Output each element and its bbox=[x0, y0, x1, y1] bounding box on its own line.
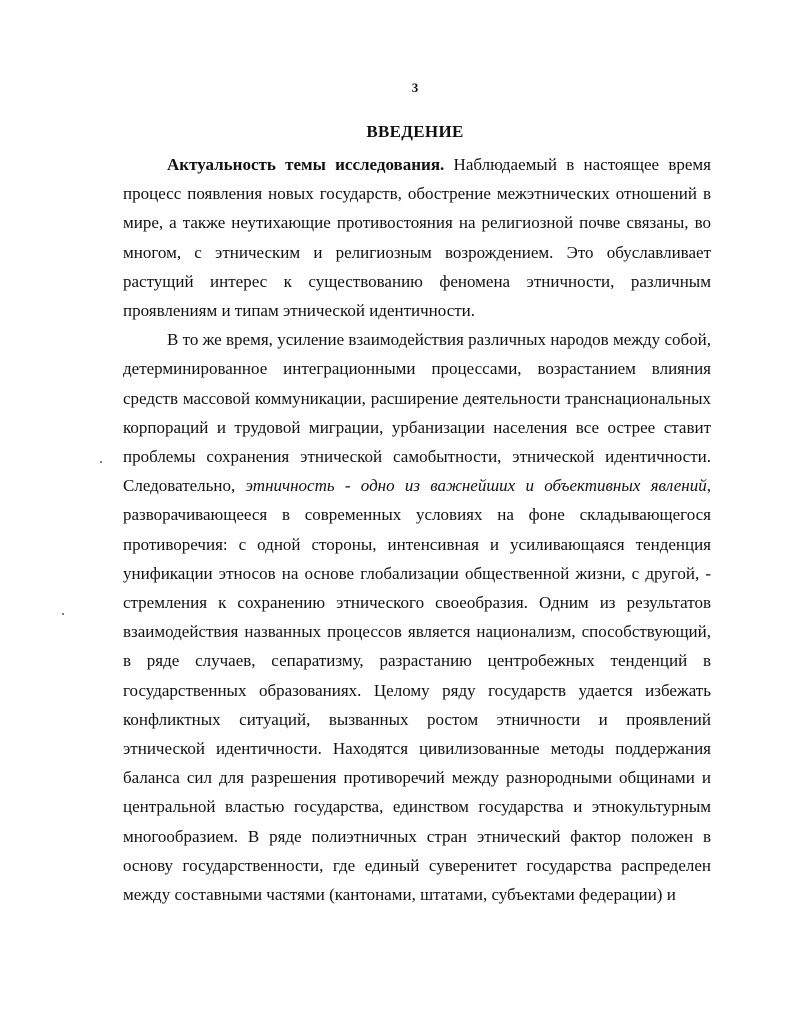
paragraph-italic-phrase: этничность - одно из важнейших и объективных явлений bbox=[245, 476, 707, 496]
section-heading: ВВЕДЕНИЕ bbox=[366, 122, 464, 141]
paragraph-lead: Актуальность темы исследования. bbox=[167, 155, 445, 174]
page-number: 3 bbox=[411, 80, 419, 95]
scan-speck bbox=[62, 613, 64, 615]
paragraph-text: Наблюдаемый в настоящее время процесс появления новых государств, обострение межэтнических отношений в мире, а также неутихающие противостояния на религиозной почве связаны, во многом, с этническим и религиозным возрождением. Это обуславливает растущий интерес к существованию феномена этничности, различным проявлениям и типам этнической идентичности. bbox=[123, 155, 711, 321]
body-text bbox=[123, 150, 711, 909]
paragraph-text-before: В то же время, усиление взаимодействия различных народов между собой, детерминированное интеграционными процессами, возрастанием влияния средств массовой коммуникации, расширение деятельности транснациональных корпораций и трудовой миграции, урбанизации населения все острее ставит проблемы сохранения этнической самобытности, этнической идентичности. Следовательно, bbox=[123, 330, 711, 496]
paragraph-text-after: , разворачивающееся в современных условиях на фоне складывающегося противоречия: с одной стороны, интенсивная и усиливающаяся тенденция унификации этносов на основе глобализации общественной жизни, с другой, - стремления к сохранению этнического своеобразия. Одним из результатов взаимодействия названных процессов является национализм, способствующий, в ряде случаев, сепаратизму, разрастанию центробежных тенденций в государственных образованиях. Целому ряду государств удается избежать конфликтных ситуаций, вызванных ростом этничности и проявлений этнической идентичности. Находятся цивилизованные методы поддержания баланса сил для разрешения противоречий между разнородными общинами и центральной властью государства, единством государства и этнокультурным многообразием. В ряде полиэтничных стран этнический фактор положен в основу государственности, где единый суверенитет государства распределен между составными частями (кантонами, штатами, субъектами федерации) и bbox=[123, 476, 711, 905]
scan-speck bbox=[100, 461, 102, 463]
paragraph-relevance bbox=[123, 150, 711, 325]
paragraph-interaction bbox=[123, 325, 711, 909]
